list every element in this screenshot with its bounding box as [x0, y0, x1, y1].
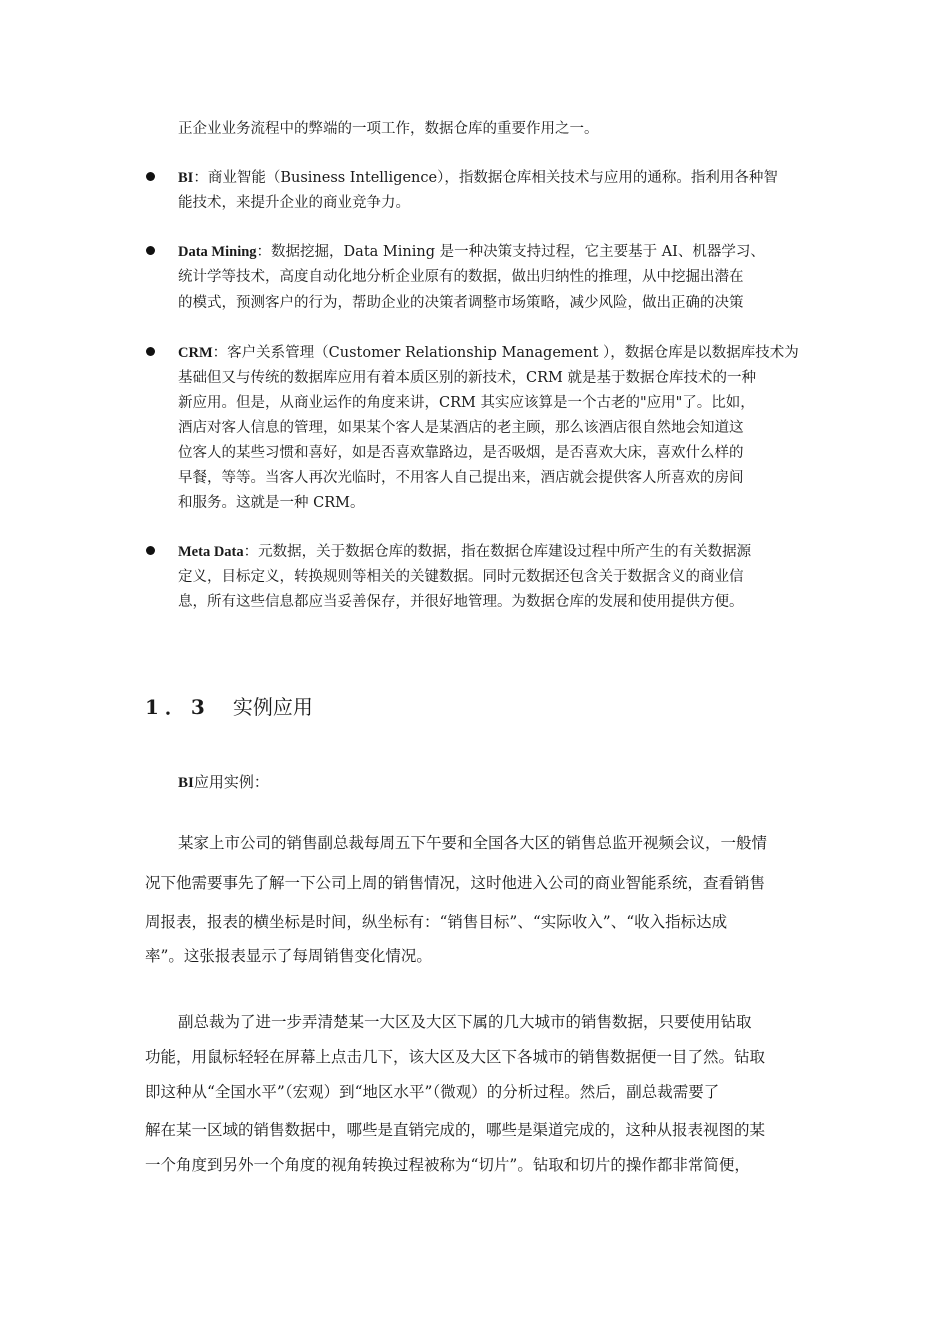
paragraph-2-line-5: 一个角度到另外一个角度的视角转换过程被称为“切片”。钻取和切片的操作都非常简便，	[145, 1156, 750, 1174]
subheading-rest: 应用实例：	[193, 773, 269, 791]
bullet-dm-line-1: Data Mining：数据挖掘，Data Mining 是一种决策支持过程，它主要基于 AI、机器学习、	[178, 244, 765, 260]
bullet-dot-icon	[146, 546, 155, 555]
paragraph-1-line-4: 率”。这张报表显示了每周销售变化情况。	[145, 947, 432, 965]
bullet-dm-line-2: 统计学等技术，高度自动化地分析企业原有的数据，做出归纳性的推理，从中挖掘出潜在	[178, 269, 744, 285]
bullet-crm-line-7: 和服务。这就是一种 CRM。	[178, 495, 365, 511]
bullet-meta-line-2: 定义，目标定义，转换规则等相关的关键数据。同时元数据还包含关于数据含义的商业信	[178, 569, 744, 585]
paragraph-1-line-2: 况下他需要事先了解一下公司上周的销售情况，这时他进入公司的商业智能系统，查看销售	[145, 874, 766, 892]
bullet-crm-line-1: CRM：客户关系管理（Customer Relationship Management ），数据仓库是以数据库技术为	[178, 345, 799, 361]
bullet-bi-line-2: 能技术，来提升企业的商业竞争力。	[178, 195, 410, 211]
paragraph-2-line-3: 即这种从“全国水平”（宏观）到“地区水平”（微观）的分析过程。然后，副总裁需要了	[145, 1083, 720, 1101]
paragraph-1-line-3: 周报表，报表的横坐标是时间，纵坐标有：“销售目标”、“实际收入”、“收入指标达成	[145, 913, 728, 931]
subheading-bold: BI	[178, 775, 194, 791]
bullet-term: Meta Data	[178, 544, 244, 560]
paragraph-2-line-2: 功能，用鼠标轻轻在屏幕上点击几下，该大区及大区下各城市的销售数据便一目了然。钻取	[145, 1048, 766, 1066]
bullet-crm-line-4: 酒店对客人信息的管理，如果某个客人是某酒店的老主顾，那么该酒店很自然地会知道这	[178, 420, 744, 436]
bullet-dm-line-3: 的模式，预测客户的行为，帮助企业的决策者调整市场策略，减少风险，做出正确的决策	[178, 295, 744, 311]
bullet-crm-line-2: 基础但又与传统的数据库应用有着本质区别的新技术，CRM 就是基于数据仓库技术的一种	[178, 370, 756, 386]
bullet-crm-line-6: 早餐，等等。当客人再次光临时，不用客人自己提出来，酒店就会提供客人所喜欢的房间	[178, 470, 744, 486]
bullet-dot-icon	[146, 246, 155, 255]
bullet-term: CRM	[178, 345, 213, 361]
bullet-bi-line-1: BI：商业智能（Business Intelligence），指数据仓库相关技术与应用的通称。指利用各种智	[178, 170, 778, 186]
bullet-dot-icon	[146, 347, 155, 356]
paragraph-1-line-1: 某家上市公司的销售副总裁每周五下午要和全国各大区的销售总监开视频会议，一般情	[178, 834, 768, 852]
subheading	[178, 772, 269, 793]
bullet-term: BI	[178, 170, 194, 186]
section-title: 实例应用	[232, 695, 313, 719]
bullet-meta-line-3: 息，所有这些信息都应当妥善保存，并很好地管理。为数据仓库的发展和使用提供方便。	[178, 594, 744, 610]
paragraph-2-line-1: 副总裁为了进一步弄清楚某一大区及大区下属的几大城市的销售数据，只要使用钻取	[178, 1013, 752, 1031]
paragraph-2-line-4: 解在某一区域的销售数据中，哪些是直销完成的，哪些是渠道完成的，这种从报表视图的某	[145, 1121, 766, 1139]
bullet-crm-line-5: 位客人的某些习惯和喜好，如是否喜欢靠路边，是否吸烟，是否喜欢大床，喜欢什么样的	[178, 445, 744, 461]
section-heading	[145, 693, 313, 721]
bullet-term: Data Mining	[178, 244, 257, 260]
bullet-crm-line-3: 新应用。但是，从商业运作的角度来讲，CRM 其实应该算是一个古老的"应用"了。比如，	[178, 395, 755, 411]
intro-line: 正企业业务流程中的弊端的一项工作，数据仓库的重要作用之一。	[178, 121, 599, 137]
bullet-dot-icon	[146, 172, 155, 181]
bullet-meta-line-1: Meta Data：元数据，关于数据仓库的数据，指在数据仓库建设过程中所产生的有关数据源	[178, 544, 752, 560]
section-number: 1．3	[145, 695, 211, 719]
